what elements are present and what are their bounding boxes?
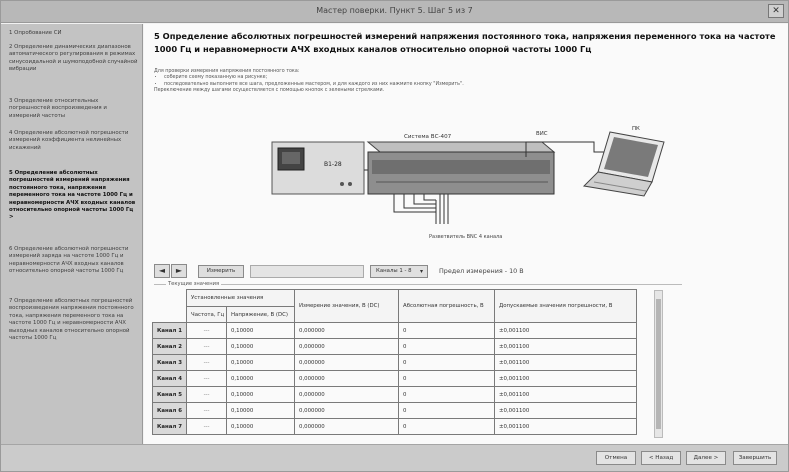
header-set-values: Установленные значения xyxy=(187,290,295,307)
prev-step-button[interactable]: ◄ xyxy=(154,264,170,278)
row-channel: Канал 4 xyxy=(153,371,187,387)
laptop-label: ПК xyxy=(632,126,640,132)
system-label: Система ВС-407 xyxy=(404,134,452,140)
row-channel: Канал 3 xyxy=(153,355,187,371)
table-row[interactable] xyxy=(153,419,637,435)
row-allowed: ±0,001100 xyxy=(495,371,637,387)
row-frequency: --- xyxy=(187,339,227,355)
results-table xyxy=(152,289,637,435)
measure-toolbar xyxy=(154,264,674,280)
next-step-button[interactable]: ► xyxy=(171,264,187,278)
table-row[interactable] xyxy=(153,403,637,419)
cancel-button[interactable]: Отмена xyxy=(596,451,636,465)
row-measured: 0,000000 xyxy=(295,371,399,387)
row-voltage: 0,10000 xyxy=(227,323,295,339)
row-measured: 0,000000 xyxy=(295,339,399,355)
sidebar-step-6[interactable]: 6 Определение абсолютной погрешности измерений заряда на частоте 1000 Гц и неравномерности АЧХ входных каналов относительно опорной частоты 1000 Гц xyxy=(9,246,129,275)
row-error: 0 xyxy=(399,339,495,355)
next-button[interactable]: Далее > xyxy=(686,451,726,465)
group-label: Текущие значения xyxy=(168,281,220,287)
table-scrollbar[interactable] xyxy=(654,290,663,438)
row-measured: 0,000000 xyxy=(295,403,399,419)
chevron-down-icon: ▾ xyxy=(419,268,423,275)
row-error: 0 xyxy=(399,387,495,403)
row-measured: 0,000000 xyxy=(295,387,399,403)
back-button[interactable]: < Назад xyxy=(641,451,681,465)
row-measured: 0,000000 xyxy=(295,355,399,371)
results-table-wrap xyxy=(152,289,636,439)
ac-label: ВИС xyxy=(536,131,548,137)
table-header-row xyxy=(153,290,637,307)
row-channel: Канал 5 xyxy=(153,387,187,403)
page-title: 5 Определение абсолютных погрешностей измерений напряжения постоянного тока, напряжения переменного тока на частоте 1000 Гц и неравномерности АЧХ входных каналов относительно опорной частоты 1000 Гц xyxy=(154,31,776,54)
steps-sidebar xyxy=(1,24,143,444)
header-frequency: Частота, Гц xyxy=(187,307,227,323)
header-measured: Измерение значения, В (DC) xyxy=(295,290,399,323)
measurement-limit: Предел измерения - 10 В xyxy=(439,267,524,275)
row-frequency: --- xyxy=(187,371,227,387)
instructions xyxy=(154,69,574,95)
row-error: 0 xyxy=(399,403,495,419)
close-button[interactable]: ✕ xyxy=(768,4,784,18)
row-allowed: ±0,001100 xyxy=(495,339,637,355)
status-field xyxy=(250,265,364,278)
header-abs-error: Абсолютная погрешность, В xyxy=(399,290,495,323)
instructions-item: • последовательно выполните все шага, предложенные мастером, и для каждого из них нажмите кнопку "Измерить". xyxy=(164,82,574,88)
measure-button[interactable]: Измерить xyxy=(198,265,244,278)
sidebar-step-7[interactable]: 7 Определение абсолютных погрешностей воспроизведения напряжения постоянного тока, напряжения переменного тока на частоте 1000 Гц и неравномерности АЧХ выходных каналов относительно опорной частоты 1000 Гц xyxy=(9,298,134,342)
sidebar-step-1[interactable]: 1 Опробование СИ xyxy=(9,30,62,36)
row-frequency: --- xyxy=(187,323,227,339)
calibrator-label: В1-28 xyxy=(324,161,342,168)
table-row[interactable] xyxy=(153,323,637,339)
instructions-item: • соберите схему показанную на рисунке; xyxy=(164,75,574,81)
row-channel: Канал 7 xyxy=(153,419,187,435)
row-frequency: --- xyxy=(187,355,227,371)
table-row[interactable] xyxy=(153,339,637,355)
row-voltage: 0,10000 xyxy=(227,403,295,419)
table-row[interactable] xyxy=(153,387,637,403)
row-allowed: ±0,001100 xyxy=(495,403,637,419)
table-row[interactable] xyxy=(153,371,637,387)
row-measured: 0,000000 xyxy=(295,419,399,435)
header-allowed: Допускаемые значения погрешности, В xyxy=(495,290,637,323)
splitter-label: Разветвитель BNC 4 канала xyxy=(429,234,503,240)
row-error: 0 xyxy=(399,371,495,387)
row-voltage: 0,10000 xyxy=(227,419,295,435)
row-allowed: ±0,001100 xyxy=(495,323,637,339)
group-divider xyxy=(154,284,682,285)
row-error: 0 xyxy=(399,419,495,435)
scrollbar-thumb[interactable] xyxy=(656,299,661,429)
row-channel: Канал 6 xyxy=(153,403,187,419)
row-frequency: --- xyxy=(187,403,227,419)
sidebar-step-3[interactable]: 3 Определение относительных погрешностей воспроизведения и измерений частоты xyxy=(9,98,107,119)
sidebar-step-5-active[interactable]: 5 Определение абсолютных погрешностей измерений напряжения постоянного тока, напряжения переменного тока на частоте 1000 Гц и неравномерности АЧХ входных каналов относительно опорной частоты 1000 Гц > xyxy=(9,170,139,222)
instructions-lead: Для проверки измерения напряжения постоянного тока: xyxy=(154,69,300,74)
header-voltage: Напряжение, В (DC) xyxy=(227,307,295,323)
instructions-list xyxy=(154,75,574,88)
calibrator-device xyxy=(272,142,364,194)
row-voltage: 0,10000 xyxy=(227,387,295,403)
laptop-icon xyxy=(584,126,664,196)
row-channel: Канал 2 xyxy=(153,339,187,355)
row-allowed: ±0,001100 xyxy=(495,419,637,435)
window-title: Мастер поверки. Пункт 5. Шаг 5 из 7 xyxy=(316,6,473,15)
row-voltage: 0,10000 xyxy=(227,355,295,371)
row-error: 0 xyxy=(399,355,495,371)
row-frequency: --- xyxy=(187,419,227,435)
sidebar-step-4[interactable]: 4 Определение абсолютной погрешности измерений коэффициента нелинейных искажений xyxy=(9,130,129,151)
channel-select-value: Каналы 1 - 8 xyxy=(376,268,412,274)
sidebar-step-2[interactable]: 2 Определение динамических диапазонов автоматического регулирования в режимах синусоидальной и шумоподобной случайной вибрации xyxy=(9,44,138,73)
table-row[interactable] xyxy=(153,355,637,371)
row-error: 0 xyxy=(399,323,495,339)
row-allowed: ±0,001100 xyxy=(495,387,637,403)
wizard-footer xyxy=(1,444,788,471)
row-measured: 0,000000 xyxy=(295,323,399,339)
channel-select[interactable] xyxy=(370,265,428,278)
row-channel: Канал 1 xyxy=(153,323,187,339)
connection-diagram xyxy=(154,122,674,264)
row-frequency: --- xyxy=(187,387,227,403)
main-content xyxy=(144,24,788,444)
row-allowed: ±0,001100 xyxy=(495,355,637,371)
instructions-tail: Переключение между шагами осуществляется с помощью кнопок с зелеными стрелками. xyxy=(154,88,385,94)
title-bar[interactable] xyxy=(1,1,788,23)
row-voltage: 0,10000 xyxy=(227,339,295,355)
row-voltage: 0,10000 xyxy=(227,371,295,387)
finish-button[interactable]: Завершить xyxy=(733,451,777,465)
